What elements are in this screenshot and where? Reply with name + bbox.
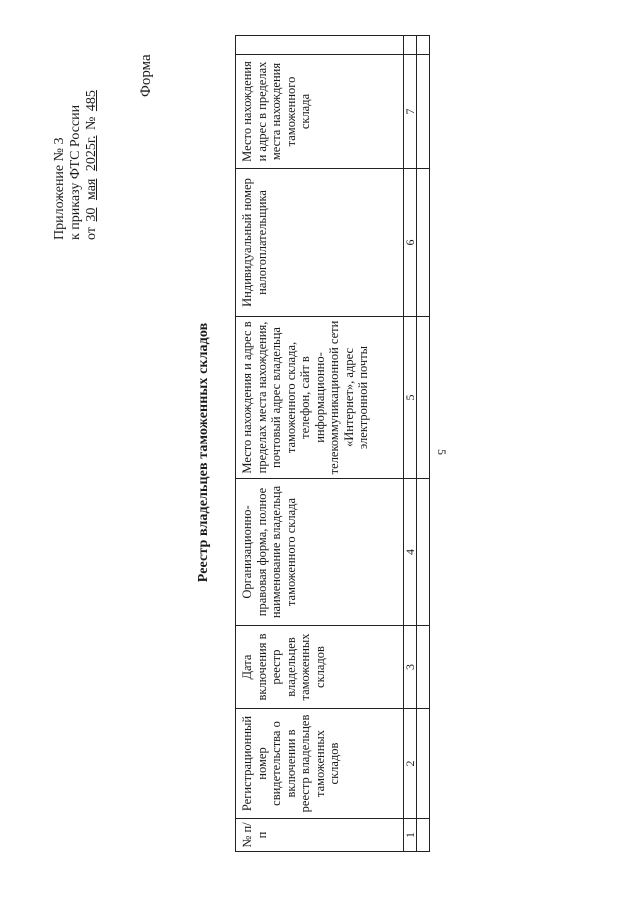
header-cell-warehouse-address: Место нахождения и адрес в пределах места нахождения таможенного склада	[236, 55, 404, 169]
column-number-cell: 1	[404, 819, 417, 852]
approval-number: 485	[84, 90, 99, 112]
approval-from-word: от	[84, 227, 99, 240]
column-number-cell: 6	[404, 169, 417, 317]
table-cell	[417, 479, 430, 626]
table-header-row	[236, 36, 404, 852]
header-cell-owner-name: Организационно-правовая форма, полное наименование владельца таможенного склада	[236, 479, 404, 626]
table-cell	[417, 626, 430, 709]
approval-block	[52, 40, 100, 240]
column-number-cell: 3	[404, 626, 417, 709]
header-cell-date: Дата включения в реестр владельцев таможенных складов	[236, 626, 404, 709]
page-number: 5	[435, 449, 449, 455]
table-cell	[417, 55, 430, 169]
registry-table	[235, 35, 430, 852]
table-cell	[417, 169, 430, 317]
column-number-cell: 7	[404, 55, 417, 169]
approval-line-1: Приложение № 3	[52, 137, 67, 240]
table-cell	[417, 317, 430, 479]
table-cell	[417, 36, 430, 55]
table-numbering-row	[404, 36, 417, 852]
column-number-cell-empty	[404, 36, 417, 55]
approval-year: 2025г.	[84, 135, 99, 172]
approval-month: мая	[84, 178, 99, 201]
form-label: Форма	[138, 54, 154, 97]
approval-line-2: к приказу ФТС России	[68, 104, 83, 240]
table-empty-row	[417, 36, 430, 852]
approval-number-sign: №	[84, 116, 99, 130]
document-title: Реестр владельцев таможенных складов	[196, 322, 211, 583]
table-cell	[417, 819, 430, 852]
column-number-cell: 5	[404, 317, 417, 479]
header-cell-number: № п/п	[236, 819, 404, 852]
header-cell-empty	[236, 36, 404, 55]
column-number-cell: 2	[404, 709, 417, 819]
approval-date-line	[84, 40, 100, 240]
approval-day: 30	[84, 207, 99, 222]
header-cell-certificate: Регистрационный номер свидетельства о включении в реестр владельцев таможенных складов	[236, 709, 404, 819]
header-cell-owner-address: Место нахождения и адрес в пределах места нахождения, почтовый адрес владельца таможенного склада, телефон, сайт в информационно-телекоммуникационной сети «Интернет», адрес электронной почты	[236, 317, 404, 479]
table-cell	[417, 709, 430, 819]
column-number-cell: 4	[404, 479, 417, 626]
header-cell-inn: Индивидуальный номер налогоплательщика	[236, 169, 404, 317]
